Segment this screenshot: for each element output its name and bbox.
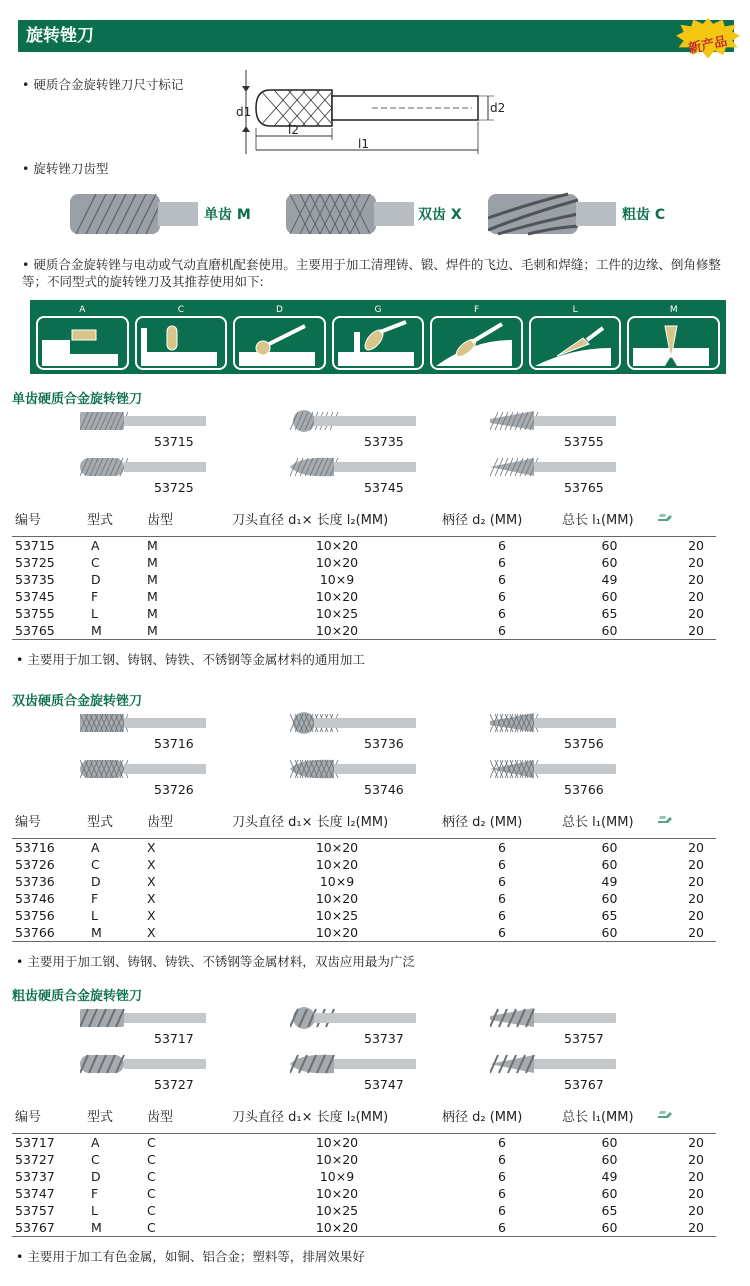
- table-cell: 20: [657, 924, 716, 942]
- coarse-cut-label: 粗齿 C: [622, 207, 666, 223]
- table-row: [12, 1185, 716, 1202]
- table-cell: 6: [498, 1134, 506, 1150]
- product-code: 53746: [364, 782, 404, 797]
- product-code: 53725: [154, 480, 194, 495]
- table-cell: M: [147, 622, 232, 640]
- application-f: F: [430, 304, 523, 370]
- table-cell: 20: [688, 1134, 704, 1150]
- product-code: 53767: [564, 1077, 604, 1092]
- table-cell: 6: [498, 571, 506, 587]
- table-cell: 10×20: [315, 1151, 359, 1167]
- header-tooth: 齿型: [147, 804, 232, 838]
- table-cell: 60: [601, 1185, 618, 1201]
- table-cell: 20: [688, 873, 704, 889]
- table-cell: 10×20: [315, 1185, 359, 1201]
- table-cell: 6: [498, 890, 506, 906]
- table-cell: C: [147, 1151, 156, 1167]
- new-product-badge: [676, 18, 740, 60]
- table-cell: M: [147, 554, 158, 570]
- dimension-diagram: [232, 70, 522, 160]
- table-cell: 60: [601, 839, 618, 855]
- section-title: 单齿硬质合金旋转锉刀: [12, 392, 143, 407]
- table-cell: 20: [688, 1185, 704, 1201]
- table-cell: 6: [498, 1185, 506, 1201]
- header-type: 型式: [87, 502, 147, 536]
- table-cell: 53745: [15, 588, 55, 604]
- table-cell: M: [147, 605, 158, 621]
- header-code: 编号: [12, 1099, 87, 1133]
- table-cell: 65: [601, 1202, 618, 1218]
- table-cell: 20: [688, 839, 704, 855]
- table-row: [12, 838, 716, 856]
- table-cell: 10×25: [315, 605, 359, 621]
- table-cell: 10×25: [315, 1202, 359, 1218]
- badge-label: 新产品: [687, 34, 729, 57]
- table-cell: 6: [442, 622, 562, 640]
- table-cell: 53756: [15, 907, 55, 923]
- d1-label: d1: [236, 105, 252, 119]
- header-type: 型式: [87, 1099, 147, 1133]
- application-g: G: [332, 304, 425, 370]
- single-cut-label: 单齿 M: [204, 207, 251, 223]
- table-cell: A: [91, 839, 100, 855]
- table-cell: 6: [498, 1151, 506, 1167]
- product-code: 53727: [154, 1077, 194, 1092]
- table-cell: 10×20: [232, 924, 442, 942]
- table-cell: 53747: [15, 1185, 55, 1201]
- application-strip: [30, 300, 726, 374]
- table-cell: 53765: [12, 622, 87, 640]
- header-dims: 刀头直径 d₁× 长度 l₂(MM): [232, 804, 442, 838]
- section-title: 双齿硬质合金旋转锉刀: [12, 694, 143, 709]
- table-cell: 6: [498, 1202, 506, 1218]
- product-code: 53757: [564, 1031, 604, 1046]
- table-cell: 6: [498, 537, 506, 553]
- tooth-type-row: [18, 190, 734, 244]
- header-shank: 柄径 d₂ (MM): [442, 1099, 562, 1133]
- table-row: [12, 924, 716, 942]
- table-cell: 60: [601, 588, 618, 604]
- header-dims: 刀头直径 d₁× 长度 l₂(MM): [232, 1099, 442, 1133]
- table-cell: 53737: [15, 1168, 55, 1184]
- table-cell: 10×20: [315, 856, 359, 872]
- table-cell: 6: [442, 924, 562, 942]
- l2-label: l2: [288, 123, 299, 137]
- table-cell: 65: [601, 605, 618, 621]
- package-icon: [657, 502, 716, 536]
- product-code: 53736: [364, 736, 404, 751]
- product-code: 53737: [364, 1031, 404, 1046]
- table-cell: 53757: [15, 1202, 55, 1218]
- table-cell: C: [147, 1219, 232, 1237]
- table-row: [12, 856, 716, 873]
- table-cell: 20: [688, 1202, 704, 1218]
- product-code: 53765: [564, 480, 604, 495]
- table-cell: 10×9: [319, 1168, 355, 1184]
- tooth-type-title: • 旋转锉刀齿型: [22, 161, 109, 176]
- table-cell: M: [87, 924, 147, 942]
- header-shank: 柄径 d₂ (MM): [442, 804, 562, 838]
- table-cell: 6: [498, 873, 506, 889]
- spec-table: [12, 804, 716, 942]
- table-cell: M: [87, 622, 147, 640]
- table-cell: 49: [601, 1168, 618, 1184]
- table-cell: 20: [688, 1151, 704, 1167]
- single-cut-burr-image: [70, 190, 200, 238]
- table-cell: X: [147, 890, 156, 906]
- table-row: [12, 1219, 716, 1237]
- product-code: 53735: [364, 434, 404, 449]
- table-cell: 20: [688, 571, 704, 587]
- table-cell: 53736: [15, 873, 55, 889]
- table-cell: 60: [601, 1134, 618, 1150]
- table-cell: X: [147, 924, 232, 942]
- package-icon: [657, 804, 716, 838]
- table-row: [12, 536, 716, 554]
- header-code: 编号: [12, 804, 87, 838]
- table-row: [12, 1151, 716, 1168]
- section-note: • 主要用于加工钢、铸钢、铸铁、不锈钢等金属材料的通用加工: [16, 652, 365, 667]
- table-cell: 6: [498, 856, 506, 872]
- table-cell: X: [147, 907, 156, 923]
- table-row: [12, 907, 716, 924]
- table-cell: 10×20: [315, 839, 359, 855]
- spec-table: [12, 502, 716, 640]
- table-cell: X: [147, 873, 156, 889]
- table-cell: 6: [442, 1219, 562, 1237]
- package-icon: [657, 1099, 716, 1133]
- application-l: L: [529, 304, 622, 370]
- table-cell: C: [147, 1134, 156, 1150]
- section-note: • 主要用于加工有色金属，如铜、铝合金；塑料等，排屑效果好: [16, 1249, 365, 1264]
- table-cell: C: [147, 1168, 156, 1184]
- table-cell: 6: [498, 1168, 506, 1184]
- table-cell: L: [91, 605, 98, 621]
- header-tooth: 齿型: [147, 1099, 232, 1133]
- table-cell: 60: [601, 1151, 618, 1167]
- table-cell: 20: [657, 1219, 716, 1237]
- table-row: [12, 588, 716, 605]
- table-cell: 10×20: [315, 1134, 359, 1150]
- table-cell: 60: [562, 924, 657, 942]
- table-cell: C: [147, 1202, 156, 1218]
- application-d: D: [233, 304, 326, 370]
- header-length: 总长 l₁(MM): [562, 502, 657, 536]
- d2-label: d2: [490, 101, 506, 115]
- table-cell: 53746: [15, 890, 55, 906]
- table-cell: M: [147, 588, 158, 604]
- table-cell: 49: [601, 571, 618, 587]
- table-cell: C: [91, 554, 100, 570]
- table-cell: 53755: [15, 605, 55, 621]
- table-row: [12, 554, 716, 571]
- table-cell: M: [87, 1219, 147, 1237]
- table-cell: A: [91, 1134, 100, 1150]
- header-tooth: 齿型: [147, 502, 232, 536]
- table-cell: 53766: [12, 924, 87, 942]
- table-cell: M: [147, 571, 158, 587]
- usage-text: • 硬质合金旋转锉与电动或气动直磨机配套使用。主要用于加工清理铸、锻、焊件的飞边、毛刺和焊缝；工件的边缘、倒角修整等；不同型式的旋转锉刀及其推荐使用如下:: [22, 257, 721, 289]
- table-cell: F: [91, 1185, 99, 1201]
- table-cell: 10×20: [232, 622, 442, 640]
- table-cell: C: [147, 1185, 156, 1201]
- application-c: C: [135, 304, 228, 370]
- table-cell: 20: [688, 554, 704, 570]
- table-row: [12, 1133, 716, 1151]
- table-cell: 10×20: [315, 537, 359, 553]
- table-cell: 60: [562, 622, 657, 640]
- table-cell: 10×9: [319, 571, 355, 587]
- header-type: 型式: [87, 804, 147, 838]
- header-length: 总长 l₁(MM): [562, 1099, 657, 1133]
- table-cell: 10×9: [319, 873, 355, 889]
- application-a: A: [36, 304, 129, 370]
- table-cell: 6: [498, 588, 506, 604]
- section-note: • 主要用于加工钢、铸钢、铸铁、不锈钢等金属材料，双齿应用最为广泛: [16, 954, 415, 969]
- dimension-label: • 硬质合金旋转锉刀尺寸标记: [22, 77, 184, 92]
- table-cell: 53735: [15, 571, 55, 587]
- table-cell: D: [91, 571, 101, 587]
- product-code: 53747: [364, 1077, 404, 1092]
- header-code: 编号: [12, 502, 87, 536]
- double-cut-label: 双齿 X: [418, 207, 462, 223]
- table-cell: D: [91, 1168, 101, 1184]
- table-cell: D: [91, 873, 101, 889]
- table-cell: F: [91, 890, 99, 906]
- table-cell: L: [91, 907, 98, 923]
- table-row: [12, 605, 716, 622]
- table-cell: 6: [498, 605, 506, 621]
- double-cut-burr-image: [286, 190, 416, 238]
- catalog-page: [18, 20, 734, 315]
- table-cell: 20: [688, 605, 704, 621]
- product-code: 53756: [564, 736, 604, 751]
- application-m: M: [627, 304, 720, 370]
- table-cell: C: [91, 856, 100, 872]
- table-cell: 49: [601, 873, 618, 889]
- table-cell: 20: [657, 622, 716, 640]
- table-row: [12, 890, 716, 907]
- product-code: 53745: [364, 480, 404, 495]
- table-cell: X: [147, 856, 156, 872]
- table-row: [12, 1202, 716, 1219]
- table-cell: 60: [601, 890, 618, 906]
- table-cell: M: [147, 537, 158, 553]
- table-cell: 10×20: [315, 588, 359, 604]
- header-dims: 刀头直径 d₁× 长度 l₂(MM): [232, 502, 442, 536]
- table-cell: 60: [601, 856, 618, 872]
- table-cell: X: [147, 839, 156, 855]
- table-cell: 10×20: [232, 1219, 442, 1237]
- table-cell: 60: [562, 1219, 657, 1237]
- table-cell: 53726: [15, 856, 55, 872]
- table-cell: 20: [688, 856, 704, 872]
- table-cell: F: [91, 588, 99, 604]
- table-cell: 6: [498, 907, 506, 923]
- product-code: 53716: [154, 736, 194, 751]
- table-cell: 20: [688, 890, 704, 906]
- table-cell: 6: [498, 839, 506, 855]
- table-cell: 60: [601, 554, 618, 570]
- table-cell: 6: [498, 554, 506, 570]
- table-cell: 10×20: [315, 554, 359, 570]
- header-shank: 柄径 d₂ (MM): [442, 502, 562, 536]
- page-title: 旋转锉刀: [26, 26, 94, 46]
- table-cell: 10×20: [315, 890, 359, 906]
- table-cell: C: [91, 1151, 100, 1167]
- table-cell: 60: [601, 537, 618, 553]
- header-length: 总长 l₁(MM): [562, 804, 657, 838]
- table-cell: 20: [688, 537, 704, 553]
- product-code: 53726: [154, 782, 194, 797]
- table-cell: 53727: [15, 1151, 55, 1167]
- table-cell: 53715: [15, 537, 55, 553]
- table-cell: A: [91, 537, 100, 553]
- coarse-cut-burr-image: [488, 190, 618, 238]
- table-cell: 65: [601, 907, 618, 923]
- table-cell: 53725: [15, 554, 55, 570]
- table-row: [12, 571, 716, 588]
- section-title: 粗齿硬质合金旋转锉刀: [12, 989, 143, 1004]
- table-cell: 20: [688, 588, 704, 604]
- product-code: 53717: [154, 1031, 194, 1046]
- spec-table: [12, 1099, 716, 1237]
- table-cell: 53716: [15, 839, 55, 855]
- l1-label: l1: [358, 137, 369, 151]
- product-code: 53755: [564, 434, 604, 449]
- table-cell: 53717: [15, 1134, 55, 1150]
- table-row: [12, 873, 716, 890]
- table-cell: 20: [688, 907, 704, 923]
- table-row: [12, 1168, 716, 1185]
- table-cell: 53767: [12, 1219, 87, 1237]
- table-cell: 20: [688, 1168, 704, 1184]
- page-title-bar: [18, 20, 734, 57]
- product-code: 53766: [564, 782, 604, 797]
- table-cell: 10×25: [315, 907, 359, 923]
- product-code: 53715: [154, 434, 194, 449]
- table-row: [12, 622, 716, 640]
- table-cell: L: [91, 1202, 98, 1218]
